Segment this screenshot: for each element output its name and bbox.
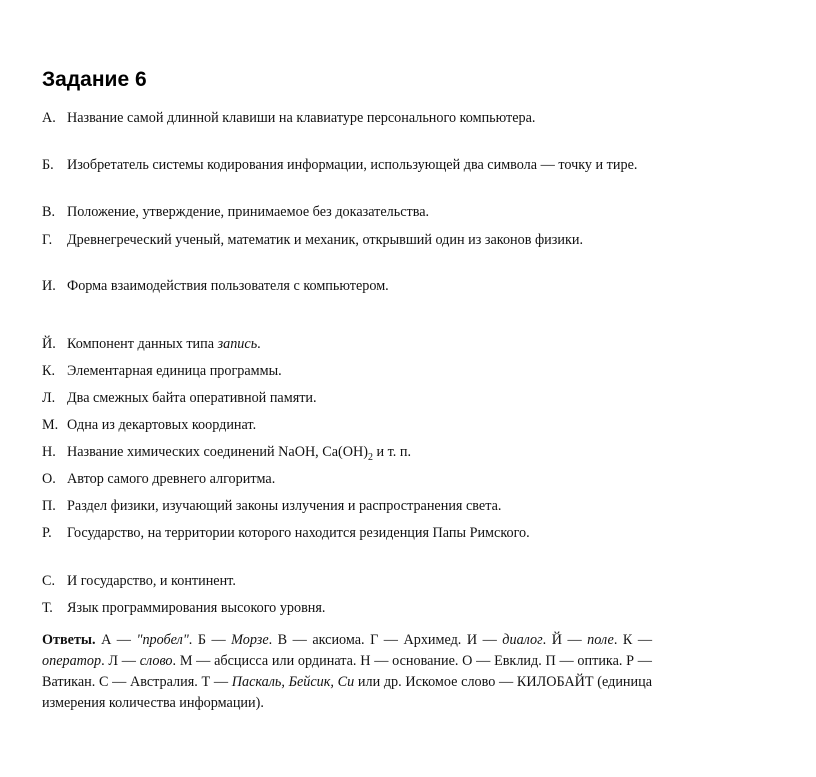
question-item (42, 231, 677, 250)
question-letter: В. (42, 204, 56, 220)
question-text: Название самой длинной клавиши на клавиатуре персонального компьютера. (67, 110, 536, 126)
question-item (42, 572, 677, 591)
question-item (42, 470, 677, 489)
answer-italic: Паскаль, Бейсик, Си (231, 674, 355, 690)
question-item (42, 156, 677, 175)
question-text: Раздел физики, изучающий законы излучения и распространения света. (67, 498, 502, 514)
question-letter: М. (42, 417, 59, 433)
question-letter: Й. (42, 336, 56, 352)
answers-heading: Ответы. (42, 632, 96, 648)
question-letter: К. (42, 363, 56, 379)
formula-subscript: 2 (367, 451, 373, 463)
answer-italic: поле (587, 632, 614, 648)
question-letter: Т. (42, 600, 53, 616)
question-text: Элементарная единица программы. (67, 363, 282, 379)
question-text: Одна из декартовых координат. (67, 417, 257, 433)
question-text: Форма взаимодействия пользователя с компьютером. (67, 278, 389, 294)
question-text: Автор самого древнего алгоритма. (67, 471, 276, 487)
question-letter: О. (42, 471, 56, 487)
question-item (42, 599, 677, 618)
question-text: Название химических соединений NaOH, Ca(OH) (67, 444, 368, 460)
question-item (42, 362, 677, 381)
question-item (42, 416, 677, 435)
answers-text: . М — абсцисса или ордината. Н — основание. О — Евклид. П — оптика. Р — Ватикан. С — Австралия. Т — (42, 653, 652, 690)
question-text: Язык программирования высокого уровня. (67, 600, 326, 616)
answer-italic: Морзе (231, 632, 269, 648)
question-letter: Г. (42, 232, 53, 248)
question-item (42, 109, 677, 128)
question-item (42, 203, 677, 222)
question-letter: И. (42, 278, 56, 294)
task-title: Задание 6 (42, 68, 147, 91)
answers-text: . В — аксиома. Г — Архимед. И — (268, 632, 503, 648)
question-letter: С. (42, 573, 56, 589)
answers-text: . Б — (188, 632, 232, 648)
question-letter: П. (42, 498, 56, 514)
question-item (42, 277, 677, 296)
question-text: Государство, на территории которого находится резиденция Папы Римского. (67, 525, 530, 541)
question-text: Два смежных байта оперативной памяти. (67, 390, 317, 406)
question-item (42, 497, 677, 516)
question-text: и т. п. (372, 444, 412, 460)
question-text: И государство, и континент. (67, 573, 236, 589)
answers-text: . Й — (542, 632, 588, 648)
question-item (42, 443, 677, 462)
answers-text: А — (101, 632, 137, 648)
question-item (42, 524, 677, 543)
answers-text: . Л — (101, 653, 140, 669)
answer-italic: "пробел" (136, 632, 189, 648)
question-text: Компонент данных типа (67, 336, 218, 352)
question-item (42, 335, 677, 354)
answers-text: или др. Искомое слово — КИЛОБАЙТ (единица измерения количества информации). (42, 674, 652, 711)
answer-italic: диалог (502, 632, 543, 648)
question-text-italic: запись (217, 336, 258, 352)
question-text: Положение, утверждение, принимаемое без доказательства. (67, 204, 430, 220)
question-letter: Б. (42, 157, 54, 173)
answer-italic: слово (139, 653, 173, 669)
question-letter: Р. (42, 525, 52, 541)
question-letter: А. (42, 110, 56, 126)
question-item (42, 389, 677, 408)
question-letter: Н. (42, 444, 56, 460)
answer-italic: оператор (42, 653, 102, 669)
answers-block (42, 630, 652, 714)
question-text: Древнегреческий ученый, математик и механик, открывший один из законов физики. (67, 232, 583, 248)
question-letter: Л. (42, 390, 56, 406)
answers-text: . К — (613, 632, 653, 648)
question-text: . (257, 336, 261, 352)
question-text: Изобретатель системы кодирования информации, использующей два символа — точку и тире. (67, 157, 638, 173)
